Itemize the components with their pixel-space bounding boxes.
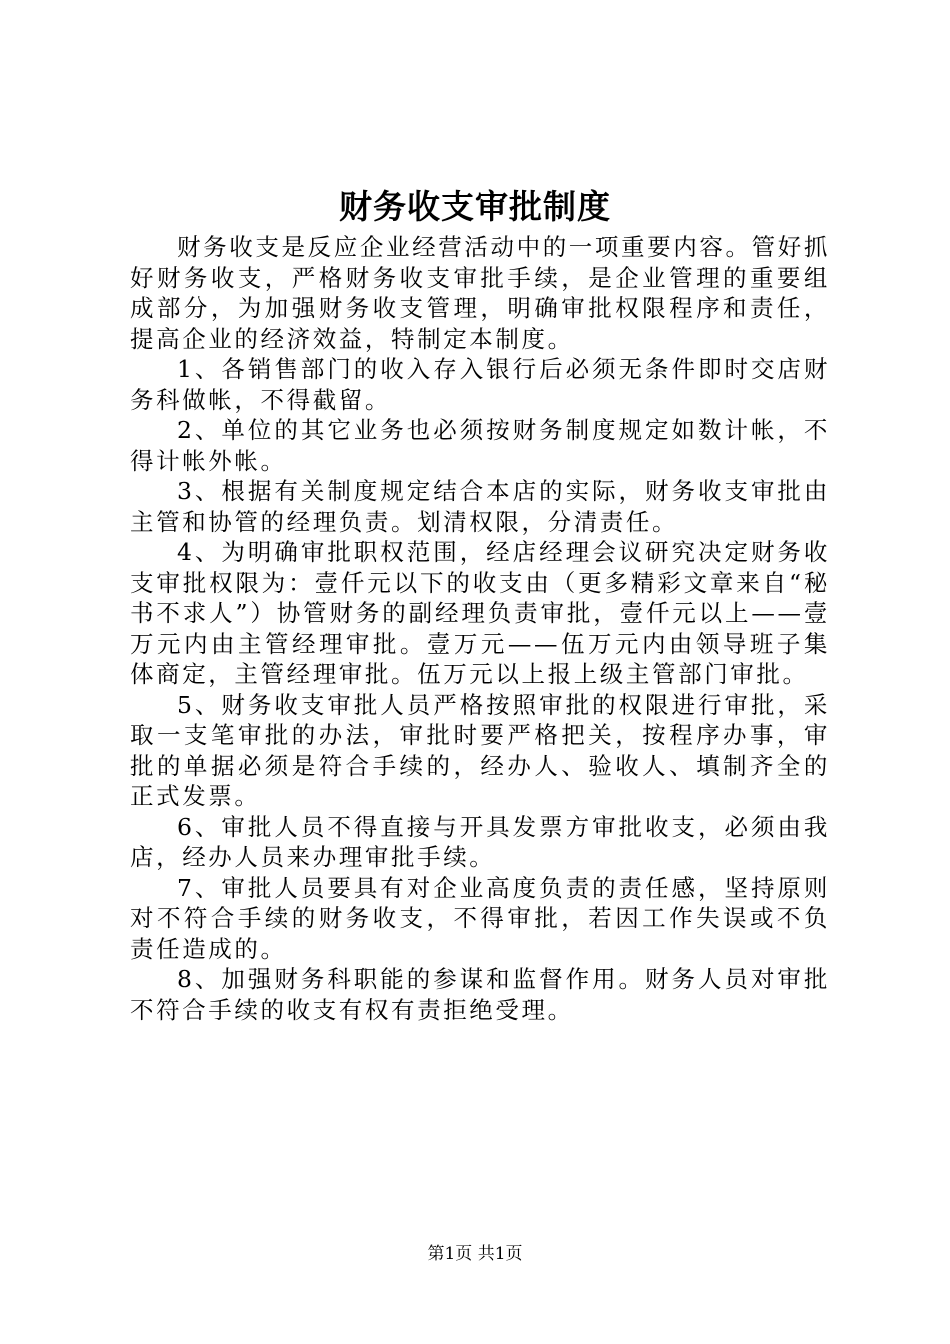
paragraph-intro: 财务收支是反应企业经营活动中的一项重要内容。管好抓好财务收支，严格财务收支审批手续，是企业管理的重要组成部分，为加强财务收支管理，明确审批权限程序和责任，提高企业的经济效益，特制定本制度。 [130, 233, 830, 353]
document-title: 财务收支审批制度 [339, 187, 611, 226]
paragraph-item-4: 4、为明确审批职权范围，经店经理会议研究决定财务收支审批权限为：壹仟元以下的收支由（更多精彩文章来自“秘书不求人”）协管财务的副经理负责审批，壹仟元以上——壹万元内由主管经理审批。壹万元——伍万元内由领导班子集体商定，主管经理审批。伍万元以上报上级主管部门审批。 [130, 538, 830, 688]
document-body [130, 232, 830, 1025]
page-footer: 第1页 共1页 [427, 1244, 523, 1264]
paragraph-item-3: 3、根据有关制度规定结合本店的实际，财务收支审批由主管和协管的经理负责。划清权限，分清责任。 [130, 477, 830, 536]
paragraph-item-7: 7、审批人员要具有对企业高度负责的责任感，坚持原则对不符合手续的财务收支，不得审批，若因工作失误或不负责任造成的。 [130, 873, 830, 963]
paragraph-item-1: 1、各销售部门的收入存入银行后必须无条件即时交店财务科做帐，不得截留。 [130, 355, 830, 414]
paragraph-item-8: 8、加强财务科职能的参谋和监督作用。财务人员对审批不符合手续的收支有权有责拒绝受理。 [130, 965, 830, 1024]
paragraph-item-5: 5、财务收支审批人员严格按照审批的权限进行审批，采取一支笔审批的办法，审批时要严格把关，按程序办事，审批的单据必须是符合手续的，经办人、验收人、填制齐全的正式发票。 [130, 690, 830, 810]
paragraph-item-6: 6、审批人员不得直接与开具发票方审批收支，必须由我店，经办人员来办理审批手续。 [130, 812, 830, 871]
paragraph-item-2: 2、单位的其它业务也必须按财务制度规定如数计帐，不得计帐外帐。 [130, 416, 830, 475]
